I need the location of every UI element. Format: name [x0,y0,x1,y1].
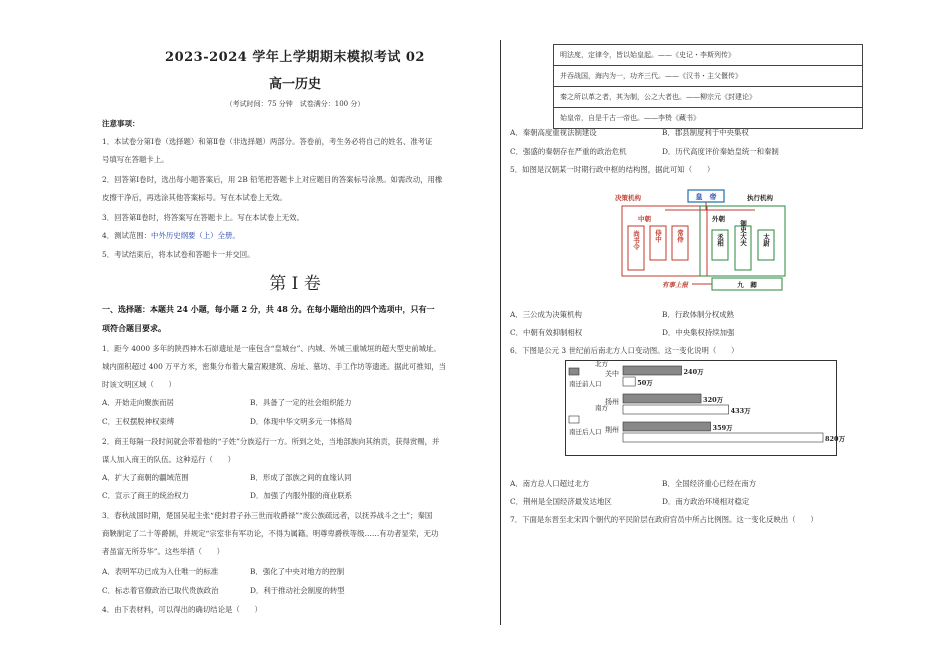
note-2b: 皮擦干净后，再选涂其他答案标号。写在本试卷上无效。 [102,193,287,202]
bar-before [623,422,711,431]
q7-line1: 7．下面是东晋至北宋四个朝代的平民阶层在政府官员中所占比例图。这一变化反映出（ ） [510,515,818,524]
quote-row: 秦之所以革之者，其为制，公之大者也。——柳宗元《封建论》 [554,87,863,108]
q2-option-b[interactable]: B．形成了部族之间的血缘认同 [250,473,352,482]
bar-before [623,394,701,403]
section-instructions-a: 一、选择题：本题共 24 小题，每小题 2 分，共 48 分。在每小题给出的四个选项中，只有一 [102,304,435,314]
data-label-after: 820万 [825,435,846,443]
emperor-label: 皇 帝 [695,192,717,201]
legend-swatch-after [569,416,579,423]
q3-option-b[interactable]: B．强化了中央对地方的控制 [250,567,345,576]
exam-subject: 高一历史 [268,77,321,92]
q4-option-c[interactable]: C．强盛的秦朝存在严重的政治危机 [510,147,627,156]
q5-line1: 5．如图是汉朝某一时期行政中枢的结构图，据此可知（ ） [510,165,715,174]
q2-option-a[interactable]: A．扩大了商朝的疆域范围 [102,473,189,482]
column-divider [500,40,501,625]
changshi-label: 常侍 [676,229,684,243]
zhongchao-label: 中朝 [638,215,651,223]
section-title: 第 I 卷 [269,274,321,294]
q1-option-a[interactable]: A．开始走向聚族而居 [102,398,174,407]
q5-option-b[interactable]: B．行政体制分权成熟 [662,310,734,319]
waichao-label: 外朝 [712,215,725,223]
q6-option-d[interactable]: D．南方政治环境相对稳定 [662,497,750,506]
bar-before [623,366,682,375]
q6-option-c[interactable]: C．荆州是全国经济最发达地区 [510,497,612,506]
data-label-after: 433万 [730,407,751,415]
legend-label-before: 南迁前人口 [569,380,602,388]
q3-option-c[interactable]: C．标志着官僚政治已取代贵族政治 [102,586,219,595]
quote-row: 并吞战国，海内为一，功齐三代。——《汉书・主父偃传》 [554,66,863,87]
q5-option-d[interactable]: D．中央集权持续加强 [662,328,735,337]
note-4-prefix: 4．测试范围： [102,231,152,240]
legend-swatch-before [569,368,579,375]
note-5: 5．考试结束后，将本试卷和答题卡一并交回。 [102,250,255,259]
data-label-before: 240万 [683,368,704,376]
quote-row: 始皇帝，自是千古一帝也。——李贽《藏书》 [554,108,863,129]
section-instructions-b: 项符合题目要求。 [102,323,166,333]
decision-label: 决策机构 [615,194,641,202]
exam-title: 2023-2024 学年上学期期末模拟考试 02 [165,50,425,65]
data-label-before: 359万 [712,424,733,432]
q4-quote-table [553,44,863,129]
note-3: 3．回答第Ⅱ卷时，将答案写在答题卡上。写在本试卷上无效。 [102,213,304,222]
q1-option-b[interactable]: B．具备了一定的社会组织能力 [250,398,352,407]
notes-heading: 注意事项： [102,119,140,128]
q2-line2: 谋人加入商王的队伍。这种巡行（ ） [102,455,236,464]
q2-option-c[interactable]: C．宣示了商王的统治权力 [102,491,189,500]
q2-line1: 2．商王每隔一段时间就会带着他的“子姓”分族巡行一方。所到之处，当地部族向其纳贡，获得赏赐，并 [102,437,440,446]
q1-line1: 1．距今 4000 多年的陕西神木石峁遗址是一座包含“皇城台”、内城、外城三重城垣的超大型史前城址。 [102,344,441,353]
data-label-before: 320万 [703,396,724,404]
q4-option-a[interactable]: A．秦朝高度重视法制建设 [510,128,597,137]
q3-option-d[interactable]: D．利于推动社会制度的转型 [250,586,345,595]
q5-option-c[interactable]: C．中朝有效抑制相权 [510,328,583,337]
q3-line2: 商鞅制定了二十等爵制，并规定“宗室非有军功论，不得为属籍。明尊卑爵秩等级……有功者显荣，无功 [102,529,439,538]
yushidafu-label: 御史大夫 [739,220,747,246]
q3-option-a[interactable]: A．表明军功已成为入仕唯一的标准 [102,567,219,576]
quote-row: 明法度，定律令，皆以始皇起。——《史记・李斯列传》 [554,45,863,66]
report-note: 有事上报 [662,281,688,289]
bar-after [623,433,823,442]
q1-line2: 城内面积超过 400 万平方米，密集分布着大量宫殿建筑、房址、墓坊、手工作坊等遗迹。据此可推知，当 [102,362,446,371]
q6-population-chart [565,360,846,456]
category-label: 荆州 [605,426,619,434]
q1-option-c[interactable]: C．王权摆脱神权束缚 [102,417,175,426]
legend-label-after: 南迁后人口 [569,428,602,436]
q3-line1: 3．春秋战国时期，楚国吴起主张“使封君子孙三世而收爵禄”“废公族疏远者，以抚养战斗之士”；秦国 [102,511,433,520]
q4-option-b[interactable]: B．郡县制度利于中央集权 [662,128,749,137]
exec-label: 执行机构 [747,194,773,202]
q1-option-d[interactable]: D．体现中华文明多元一体格局 [250,417,353,426]
q2-option-d[interactable]: D．加强了内服外服的商业联系 [250,491,353,500]
jiuqing-label: 九 卿 [737,281,757,289]
group-label-south: 南方 [595,404,608,412]
q6-line1: 6．下图是公元 3 世纪前后南北方人口变动图。这一变化说明（ ） [510,346,739,355]
test-range: 中外历史纲要（上）全册。 [151,231,240,240]
bar-after [623,377,635,386]
note-4 [102,230,490,241]
taiwei-label: 太尉 [762,233,770,247]
shangshuling-label: 尚书令 [632,230,640,250]
data-label-after: 50万 [637,379,653,387]
shizhong-label: 侍中 [654,229,662,243]
category-label: 扬州 [605,398,619,406]
q6-option-b[interactable]: B．全国经济重心已经在南方 [662,479,757,488]
q5-option-a[interactable]: A．三公成为决策机构 [510,310,582,319]
q5-structure-diagram [600,188,790,296]
q1-line3: 时该文明区域（ ） [102,380,176,389]
note-2a: 2．回答第Ⅰ卷时，选出每小题答案后，用 2B 铅笔把答题卡上对应题目的答案标号涂黑。如需改动，用橡 [102,175,443,184]
note-1a: 1．本试卷分第Ⅰ卷（选择题）和第Ⅱ卷（非选择题）两部分。答卷前，考生务必将自己的姓名、准考证 [102,137,433,146]
bar-after [623,405,729,414]
q4-option-d[interactable]: D．历代高度评价秦始皇统一和秦制 [662,147,779,156]
q4-line1: 4．由下表材料，可以得出的确切结论是（ ） [102,605,262,614]
q3-line3: 者虽富无所芬华”。这些举措（ ） [102,547,225,556]
q6-option-a[interactable]: A．南方总人口超过北方 [510,479,590,488]
note-1b: 号填写在答题卡上。 [102,155,169,164]
category-label: 关中 [605,370,619,378]
group-label-north: 北方 [595,360,608,368]
chengxiang-label: 丞相 [716,233,724,247]
exam-meta: （考试时间：75 分钟 试卷满分：100 分） [225,100,365,108]
